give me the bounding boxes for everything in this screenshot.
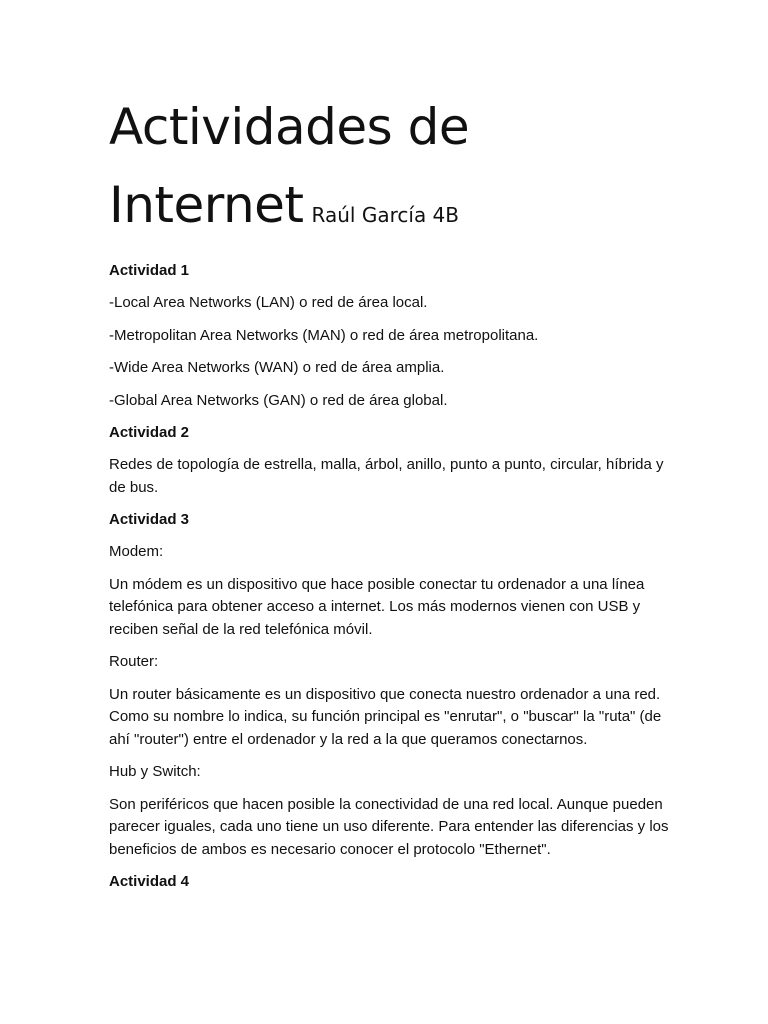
section-actividad-2 — [109, 422, 669, 499]
title-line-2: Internet — [109, 176, 304, 234]
author-subtitle: Raúl García 4B — [311, 203, 459, 227]
section-actividad-1 — [109, 260, 669, 412]
label-modem: Modem: — [109, 543, 164, 560]
label-router: Router: — [109, 653, 159, 670]
title-line-1: Actividades de — [109, 98, 470, 156]
section-actividad-3 — [109, 509, 669, 861]
list-item: -Wide Area Networks (WAN) o red de área amplia. — [109, 359, 445, 376]
paragraph-topologias: Redes de topología de estrella, malla, árbol, anillo, punto a punto, circular, híbrida y de bus. — [109, 456, 664, 496]
list-item: -Metropolitan Area Networks (MAN) o red de área metropolitana. — [109, 326, 539, 344]
paragraph-modem: Un módem es un dispositivo que hace posible conectar tu ordenador a una línea telefónica para obtener acceso a internet. Los más modernos vienen con USB y reciben señal de la red telefónica móvil. — [109, 575, 645, 638]
label-hub-switch: Hub y Switch: — [109, 763, 201, 780]
heading-actividad-2: Actividad 2 — [109, 424, 190, 441]
paragraph-hub-switch: Son periféricos que hacen posible la conectividad de una red local. Aunque pueden parecer iguales, cada uno tiene un uso diferente. Para entender las diferencias y los beneficios de ambos es necesario conocer el protocolo "Ethernet". — [109, 795, 669, 858]
document-page — [109, 88, 669, 903]
list-item: -Local Area Networks (LAN) o red de área local. — [109, 294, 428, 311]
section-actividad-4 — [109, 871, 669, 893]
heading-actividad-3: Actividad 3 — [109, 511, 190, 528]
list-item: -Global Area Networks (GAN) o red de área global. — [109, 391, 448, 409]
document-title — [109, 88, 669, 254]
heading-actividad-4: Actividad 4 — [109, 873, 190, 890]
heading-actividad-1: Actividad 1 — [109, 262, 190, 279]
paragraph-router: Un router básicamente es un dispositivo que conecta nuestro ordenador a una red. Como su nombre lo indica, su función principal es "enrutar", o "buscar" la "ruta" (de ahí "router") entre el ordenador y la red a la que queramos conectarnos. — [109, 685, 662, 748]
